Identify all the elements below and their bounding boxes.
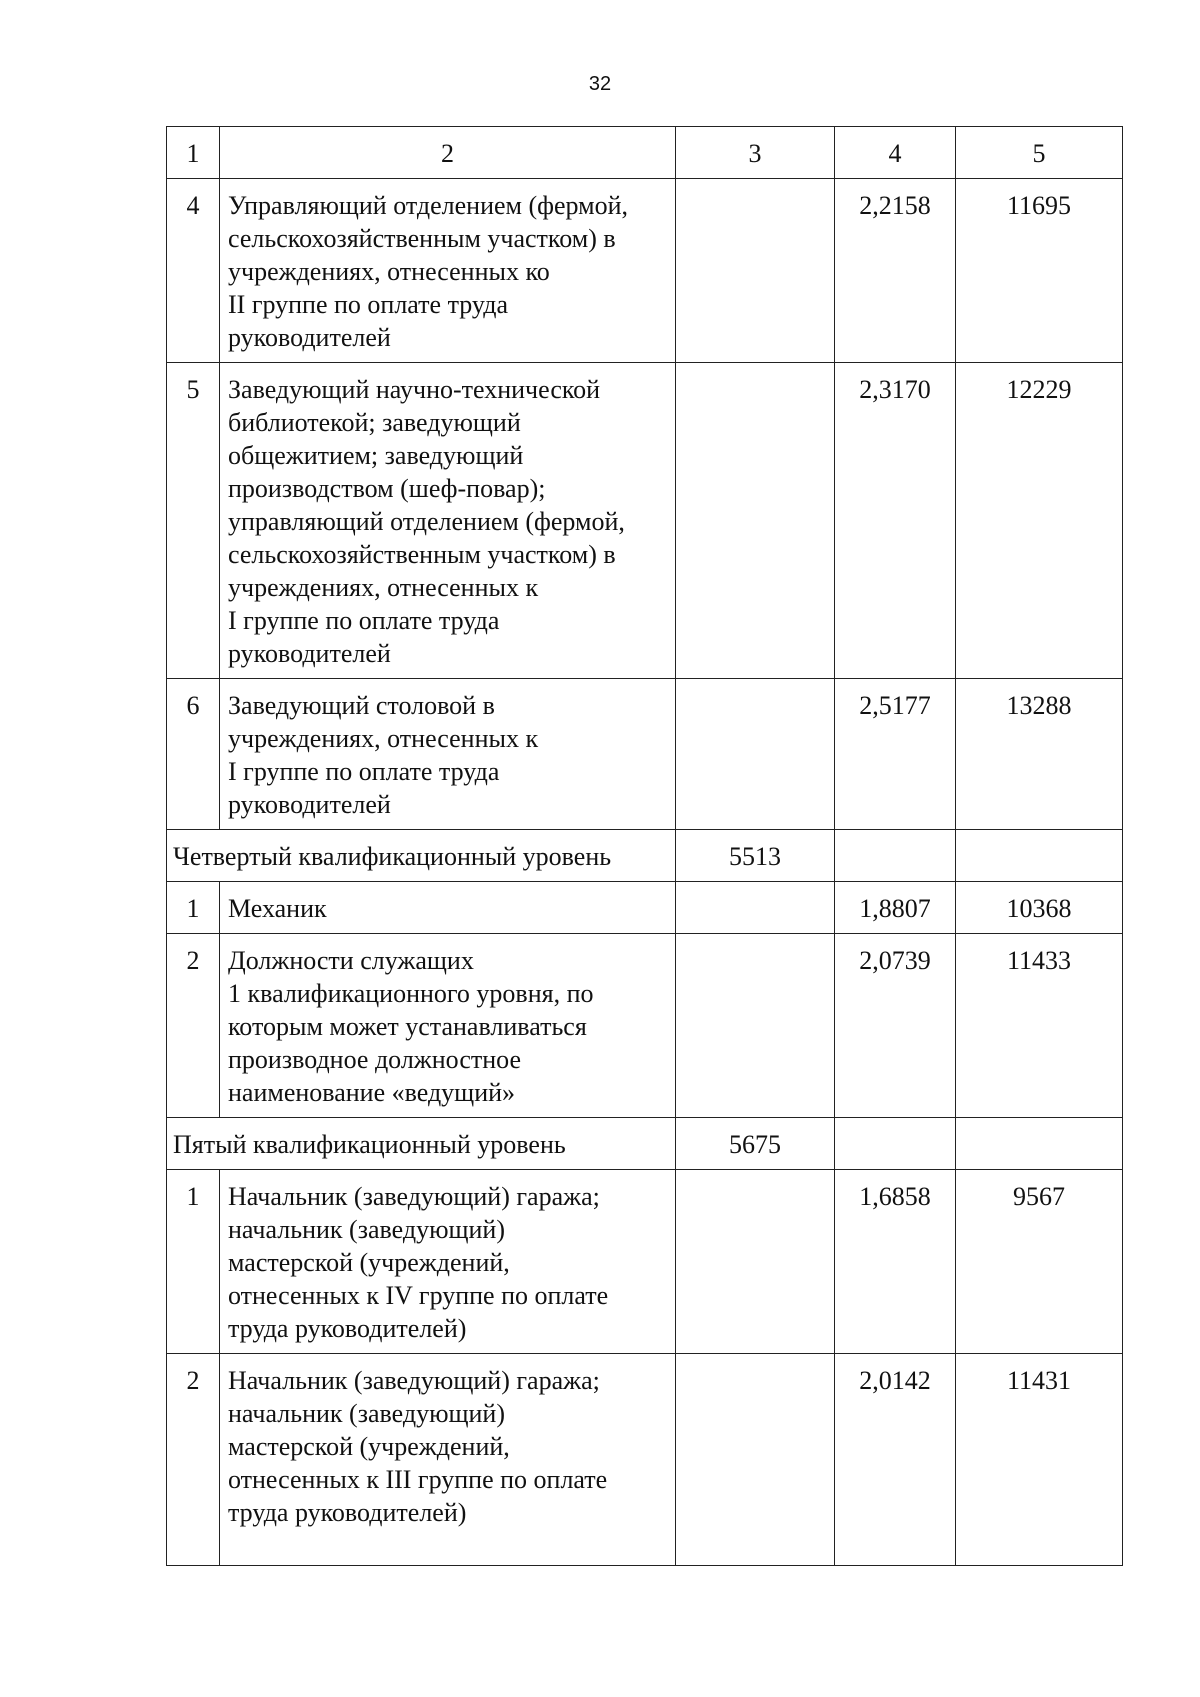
- qualification-level-row: [167, 830, 1123, 882]
- base-salary-cell: [676, 1170, 835, 1354]
- table-row: [167, 1354, 1123, 1566]
- description-line: труда руководителей): [228, 1498, 467, 1527]
- description-line: 1 квалификационного уровня, по: [228, 979, 594, 1008]
- description-line: II группе по оплате труда: [228, 290, 509, 319]
- coefficient-cell: 2,3170: [835, 363, 956, 679]
- salary-cell: 10368: [956, 882, 1123, 934]
- description-line: сельскохозяйственным участком) в: [228, 540, 616, 569]
- description-line: начальник (заведующий): [228, 1399, 505, 1428]
- position-description: [220, 934, 676, 1118]
- row-number: 5: [167, 363, 220, 679]
- description-line: I группе по оплате труда: [228, 606, 500, 635]
- description-line: руководителей: [228, 323, 391, 352]
- base-salary-cell: [676, 882, 835, 934]
- description-line: Механик: [228, 894, 327, 923]
- empty-cell: [956, 1118, 1123, 1170]
- row-number: 6: [167, 679, 220, 830]
- description-line: мастерской (учреждений,: [228, 1432, 510, 1461]
- salary-cell: 12229: [956, 363, 1123, 679]
- empty-cell: [835, 830, 956, 882]
- qualification-level-name: Пятый квалификационный уровень: [167, 1118, 676, 1170]
- description-line: I группе по оплате труда: [228, 757, 500, 786]
- position-description: [220, 363, 676, 679]
- header-cell-5: 5: [956, 127, 1123, 179]
- description-line: производством (шеф-повар);: [228, 474, 546, 503]
- page-number: 32: [588, 73, 612, 95]
- header-cell-2: 2: [220, 127, 676, 179]
- header-cell-1: 1: [167, 127, 220, 179]
- description-line: Начальник (заведующий) гаража;: [228, 1182, 600, 1211]
- description-line: производное должностное: [228, 1045, 522, 1074]
- empty-cell: [835, 1118, 956, 1170]
- table-row: [167, 363, 1123, 679]
- base-salary-cell: 5513: [676, 830, 835, 882]
- position-description: [220, 679, 676, 830]
- table-row: [167, 179, 1123, 363]
- table-row: [167, 1170, 1123, 1354]
- description-line: учреждениях, отнесенных ко: [228, 257, 550, 286]
- base-salary-cell: [676, 179, 835, 363]
- description-line: руководителей: [228, 790, 391, 819]
- description-line: начальник (заведующий): [228, 1215, 505, 1244]
- description-line: библиотекой; заведующий: [228, 408, 521, 437]
- description-line: Заведующий научно-технической: [228, 375, 601, 404]
- description-line: отнесенных к IV группе по оплате: [228, 1281, 609, 1310]
- coefficient-cell: 2,2158: [835, 179, 956, 363]
- base-salary-cell: [676, 679, 835, 830]
- description-line: общежитием; заведующий: [228, 441, 524, 470]
- base-salary-cell: [676, 363, 835, 679]
- description-line: Начальник (заведующий) гаража;: [228, 1366, 600, 1395]
- description-line: наименование «ведущий»: [228, 1078, 516, 1107]
- row-number: 2: [167, 1354, 220, 1566]
- coefficient-cell: 1,6858: [835, 1170, 956, 1354]
- description-line: управляющий отделением (фермой,: [228, 507, 625, 536]
- row-number: 1: [167, 1170, 220, 1354]
- base-salary-cell: 5675: [676, 1118, 835, 1170]
- row-number: 1: [167, 882, 220, 934]
- description-line: Должности служащих: [228, 946, 474, 975]
- header-cell-4: 4: [835, 127, 956, 179]
- description-line: отнесенных к III группе по оплате: [228, 1465, 608, 1494]
- qualification-level-name: Четвертый квалификационный уровень: [167, 830, 676, 882]
- salary-cell: 11695: [956, 179, 1123, 363]
- base-salary-cell: [676, 934, 835, 1118]
- salary-cell: 9567: [956, 1170, 1123, 1354]
- description-line: труда руководителей): [228, 1314, 467, 1343]
- salary-table: [166, 126, 1123, 1566]
- row-number: 4: [167, 179, 220, 363]
- salary-cell: 11431: [956, 1354, 1123, 1566]
- description-line: Управляющий отделением (фермой,: [228, 191, 629, 220]
- empty-cell: [956, 830, 1123, 882]
- position-description: [220, 1170, 676, 1354]
- description-line: учреждениях, отнесенных к: [228, 573, 539, 602]
- coefficient-cell: 1,8807: [835, 882, 956, 934]
- description-line: руководителей: [228, 639, 391, 668]
- description-line: сельскохозяйственным участком) в: [228, 224, 616, 253]
- coefficient-cell: 2,5177: [835, 679, 956, 830]
- description-line: учреждениях, отнесенных к: [228, 724, 539, 753]
- position-description: [220, 1354, 676, 1566]
- table-row: [167, 679, 1123, 830]
- table-header-row: [167, 127, 1123, 179]
- coefficient-cell: 2,0739: [835, 934, 956, 1118]
- salary-cell: 11433: [956, 934, 1123, 1118]
- description-line: мастерской (учреждений,: [228, 1248, 510, 1277]
- row-number: 2: [167, 934, 220, 1118]
- table-row: [167, 882, 1123, 934]
- description-line: которым может устанавливаться: [228, 1012, 587, 1041]
- table-row: [167, 934, 1123, 1118]
- base-salary-cell: [676, 1354, 835, 1566]
- qualification-level-row: [167, 1118, 1123, 1170]
- salary-cell: 13288: [956, 679, 1123, 830]
- description-line: Заведующий столовой в: [228, 691, 495, 720]
- coefficient-cell: 2,0142: [835, 1354, 956, 1566]
- header-cell-3: 3: [676, 127, 835, 179]
- position-description: [220, 882, 676, 934]
- position-description: [220, 179, 676, 363]
